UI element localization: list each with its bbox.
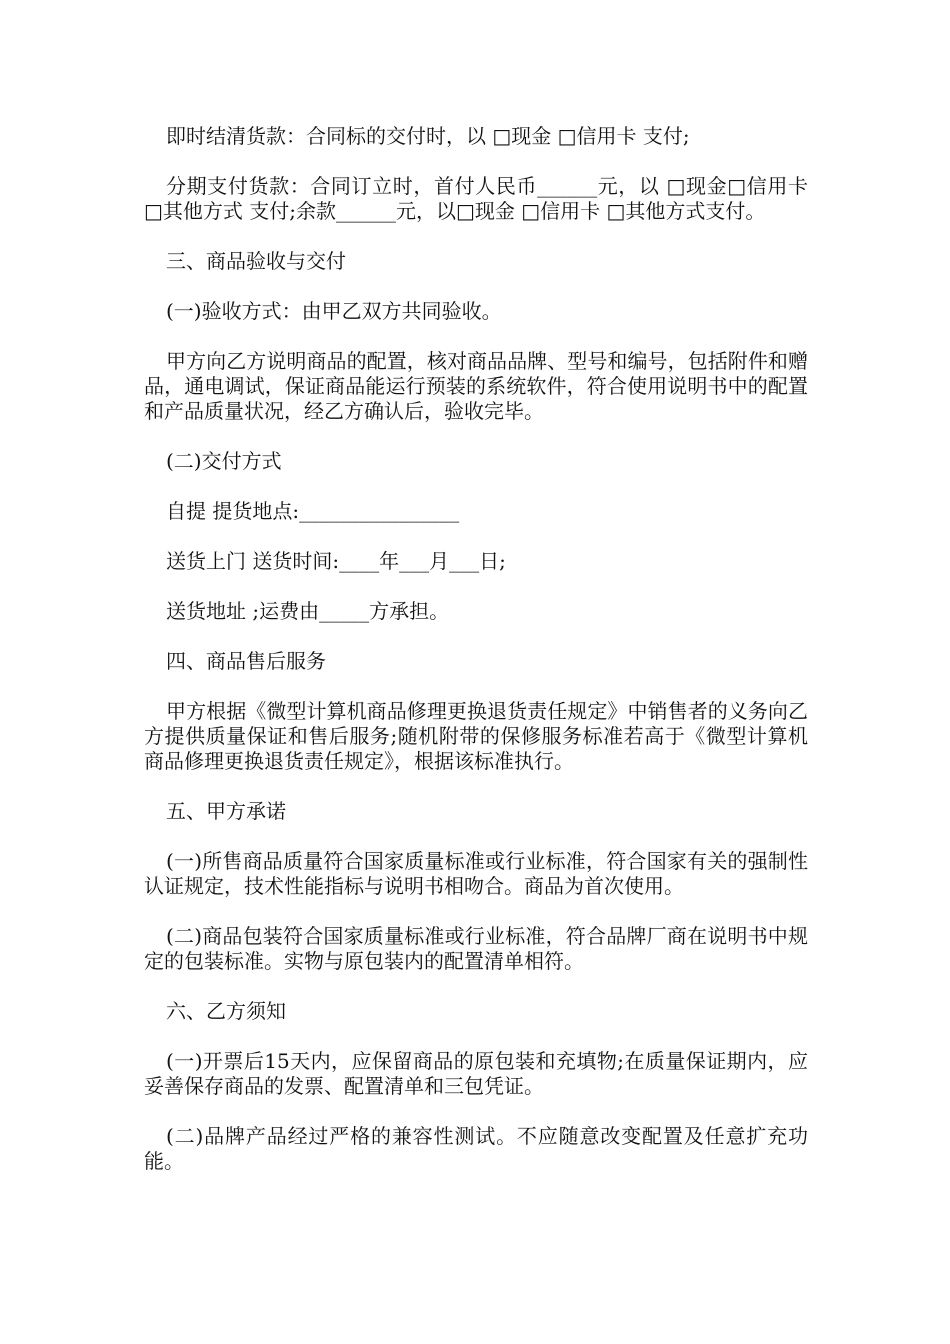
paragraph-immediate-payment: 即时结清货款：合同标的交付时，以 □现金 □信用卡 支付; — [166, 124, 690, 148]
paragraph-acceptance-details: 甲方向乙方说明商品的配置，核对商品品牌、型号和编号，包括附件和赠品，通电调试，保证商品能运行预装的系统软件，符合使用说明书中的配置和产品质量状况，经乙方确认后，验收完毕。 — [144, 349, 808, 423]
paragraph-commitment-quality: (一)所售商品质量符合国家质量标准或行业标准，符合国家有关的强制性认证规定，技术性能指标与说明书相吻合。商品为首次使用。 — [144, 849, 808, 898]
paragraph-home-delivery: 送货上门 送货时间:____年___月___日; — [166, 549, 506, 573]
paragraph-notice-packaging: (一)开票后15天内，应保留商品的原包装和充填物;在质量保证期内，应妥善保存商品的发票、配置清单和三包凭证。 — [144, 1049, 808, 1098]
paragraph-self-pickup: 自提 提货地点:________________ — [166, 499, 460, 523]
section-heading-acceptance-delivery: 三、商品验收与交付 — [166, 249, 346, 273]
section-heading-party-b-notice: 六、乙方须知 — [166, 999, 286, 1023]
section-heading-after-sales: 四、商品售后服务 — [166, 649, 326, 673]
paragraph-commitment-packaging: (二)商品包装符合国家质量标准或行业标准，符合品牌厂商在说明书中规定的包装标准。实物与原包装内的配置清单相符。 — [144, 924, 808, 973]
paragraph-acceptance-method: (一)验收方式：由甲乙双方共同验收。 — [166, 299, 502, 323]
paragraph-notice-configuration: (二)品牌产品经过严格的兼容性测试。不应随意改变配置及任意扩充功能。 — [144, 1124, 808, 1173]
paragraph-delivery-address: 送货地址 ;运费由_____方承担。 — [166, 599, 450, 623]
document-body — [144, 124, 815, 1199]
paragraph-delivery-method: (二)交付方式 — [166, 449, 282, 473]
paragraph-installment-payment: 分期支付货款：合同订立时，首付人民币______元，以 □现金□信用卡 □其他方式 支付;余款______元，以□现金 □信用卡 □其他方式支付。 — [144, 174, 815, 223]
paragraph-after-sales-details: 甲方根据《微型计算机商品修理更换退货责任规定》中销售者的义务向乙方提供质量保证和售后服务;随机附带的保修服务标准若高于《微型计算机商品修理更换退货责任规定》，根据该标准执行。 — [144, 699, 808, 773]
section-heading-party-a-commitment: 五、甲方承诺 — [166, 799, 286, 823]
